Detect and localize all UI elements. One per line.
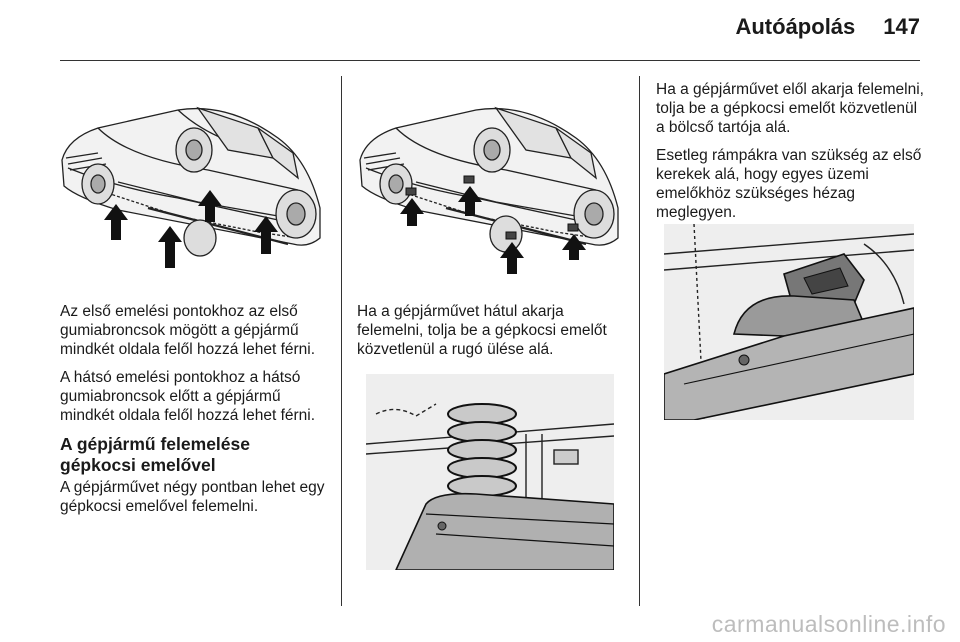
column-divider-1: [341, 76, 342, 606]
column-2: [357, 302, 629, 368]
column-3: [656, 80, 924, 231]
rear-jack-paragraph: Ha a gépjárművet hátul akarja felemelni, tolja be a gépkocsi emelőt közvetlenül a rugó ülése alá.: [357, 303, 607, 358]
section-heading: [60, 434, 332, 476]
column-divider-2: [639, 76, 640, 606]
page-number: 147: [883, 14, 920, 39]
heading-line-1: A gépjármű felemelése: [60, 434, 250, 454]
watermark: carmanualsonline.info: [711, 611, 946, 637]
four-point-lift-paragraph: A gépjárművet négy pontban lehet egy gépkocsi emelővel felemelni.: [60, 479, 325, 515]
rear-lift-points-paragraph: A hátsó emelési pontokhoz a hátsó gumiabroncsok előtt a gépjármű mindkét oldala felől hozzá lehet férni.: [60, 369, 316, 424]
front-cradle-jack-illustration: [664, 224, 914, 420]
header-rule: [60, 60, 920, 61]
rear-spring-jack-illustration: [366, 374, 614, 570]
front-lift-points-paragraph: Az első emelési pontokhoz az első gumiabroncsok mögött a gépjármű mindkét oldala felől hozzá lehet férni.: [60, 303, 316, 358]
column-1: [60, 302, 332, 525]
page-header: [735, 14, 920, 46]
ramps-paragraph: Esetleg rámpákra van szükség az első kerekek alá, hogy egyes üzemi emelőkhöz szükséges hézag meglegyen.: [656, 147, 922, 221]
section-title: Autóápolás: [735, 14, 856, 39]
heading-line-2: gépkocsi emelővel: [60, 455, 216, 475]
car-underside-jack-points-illustration: [356, 98, 622, 276]
car-underside-lift-points-illustration: [58, 98, 324, 276]
front-jack-paragraph: Ha a gépjárművet elől akarja felemelni, tolja be a gépkocsi emelőt közvetlenül a bölcső tartója alá.: [656, 81, 924, 136]
